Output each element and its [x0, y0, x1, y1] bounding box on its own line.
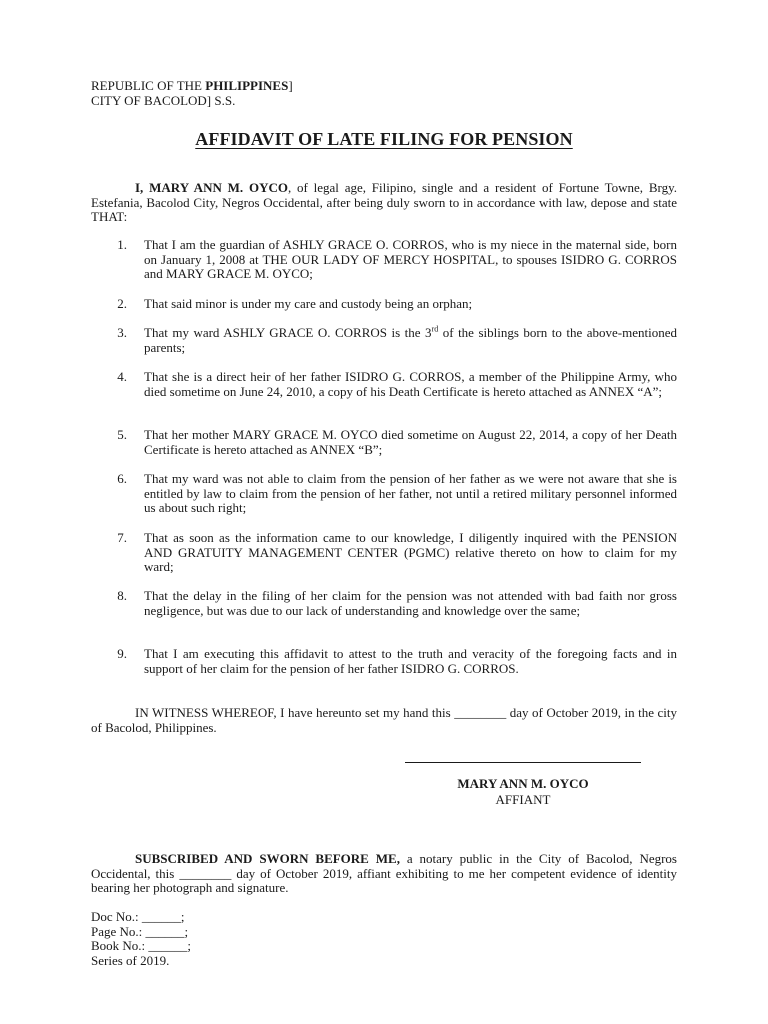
document-title: [0, 128, 768, 150]
list-text: That said minor is under my care and custody being an orphan;: [144, 296, 473, 311]
venue-caption: [91, 79, 293, 109]
document-title-text: AFFIDAVIT OF LATE FILING FOR PENSION: [195, 129, 573, 149]
list-text: That she is a direct heir of her father ISIDRO G. CORROS, a member of the Philippine Army, who died sometime on June 24, 2010, a copy of his Death Certificate is hereto attached as ANNEX “A”;: [144, 369, 677, 399]
list-number: 5.: [117, 427, 127, 442]
list-text: That I am executing this affidavit to attest to the truth and veracity of the foregoing facts and in support of her claim for the pension of her father ISIDRO G. CORROS.: [144, 646, 677, 676]
caption-republic-prefix: REPUBLIC OF THE: [91, 78, 206, 93]
ordinal-suffix: rd: [431, 324, 439, 334]
list-text: That her mother MARY GRACE M. OYCO died sometime on August 22, 2014, a copy of her Death Certificate is hereto attached as ANNEX “B”;: [144, 427, 677, 457]
list-number: 2.: [117, 296, 127, 311]
caption-bracket: ]: [288, 78, 293, 93]
book-number: Book No.: ______;: [91, 938, 192, 953]
list-text: That I am the guardian of ASHLY GRACE O. CORROS, who is my niece in the maternal side, born on January 1, 2008 at THE OUR LADY OF MERCY HOSPITAL, to spouses ISIDRO G. CORROS and MARY GRACE M. OYCO;: [144, 237, 677, 281]
notarial-register: [91, 910, 191, 968]
jurat-text: a notary public in the City of Bacolod, Negros Occidental, this ________ day of October 2019, affiant exhibiting to me her competent evidence of identity bearing her photograph and signature.: [91, 851, 677, 895]
signature-line: [405, 762, 641, 763]
list-number: 9.: [117, 646, 127, 661]
witness-clause: IN WITNESS WHEREOF, I have hereunto set my hand this ________ day of October 2019, in the city of Bacolod, Philippines.: [91, 705, 677, 735]
affiant-name: I, MARY ANN M. OYCO: [135, 180, 288, 195]
signatory-name: MARY ANN M. OYCO: [457, 776, 589, 791]
caption-philippines: PHILIPPINES: [205, 78, 289, 93]
list-number: 3.: [117, 325, 127, 340]
list-text-part-a: That my ward ASHLY GRACE O. CORROS is the 3: [144, 325, 432, 340]
list-text: That my ward was not able to claim from the pension of her father as we were not aware that she is entitled by law to claim from the pension of her father, not until a retired military personnel informed us about such right;: [144, 471, 677, 515]
list-number: 6.: [117, 471, 127, 486]
list-text-part-b: of the siblings born to the above-mentioned parents;: [144, 325, 677, 355]
list-text: That the delay in the filing of her claim for the pension was not attended with bad faith nor gross negligence, but was due to our lack of understanding and knowledge over the same;: [144, 588, 677, 618]
list-text: That as soon as the information came to our knowledge, I diligently inquired with the PENSION AND GRATUITY MANAGEMENT CENTER (PGMC) relative thereto on how to claim for my ward;: [144, 530, 677, 574]
list-number: 1.: [117, 237, 127, 252]
list-number: 8.: [117, 588, 127, 603]
page-number: Page No.: ______;: [91, 923, 189, 939]
list-number: 7.: [117, 530, 127, 545]
caption-line-republic: [91, 79, 293, 94]
jurat-heading: SUBSCRIBED AND SWORN BEFORE ME,: [135, 851, 400, 866]
caption-line-city: CITY OF BACOLOD] S.S.: [91, 93, 236, 108]
intro-paragraph: [91, 181, 677, 225]
signatory-role: AFFIANT: [495, 792, 551, 807]
list-number: 4.: [117, 369, 127, 384]
series-year: Series of 2019.: [91, 952, 170, 968]
list-text: [144, 326, 677, 355]
jurat-paragraph: [91, 852, 677, 896]
intro-text: , of legal age, Filipino, single and a resident of Fortune Towne, Brgy. Estefania, Bacolod City, Negros Occidental, after being duly sworn to in accordance with law, depose and state THAT:: [91, 180, 677, 224]
doc-number: Doc No.: ______;: [91, 909, 185, 924]
